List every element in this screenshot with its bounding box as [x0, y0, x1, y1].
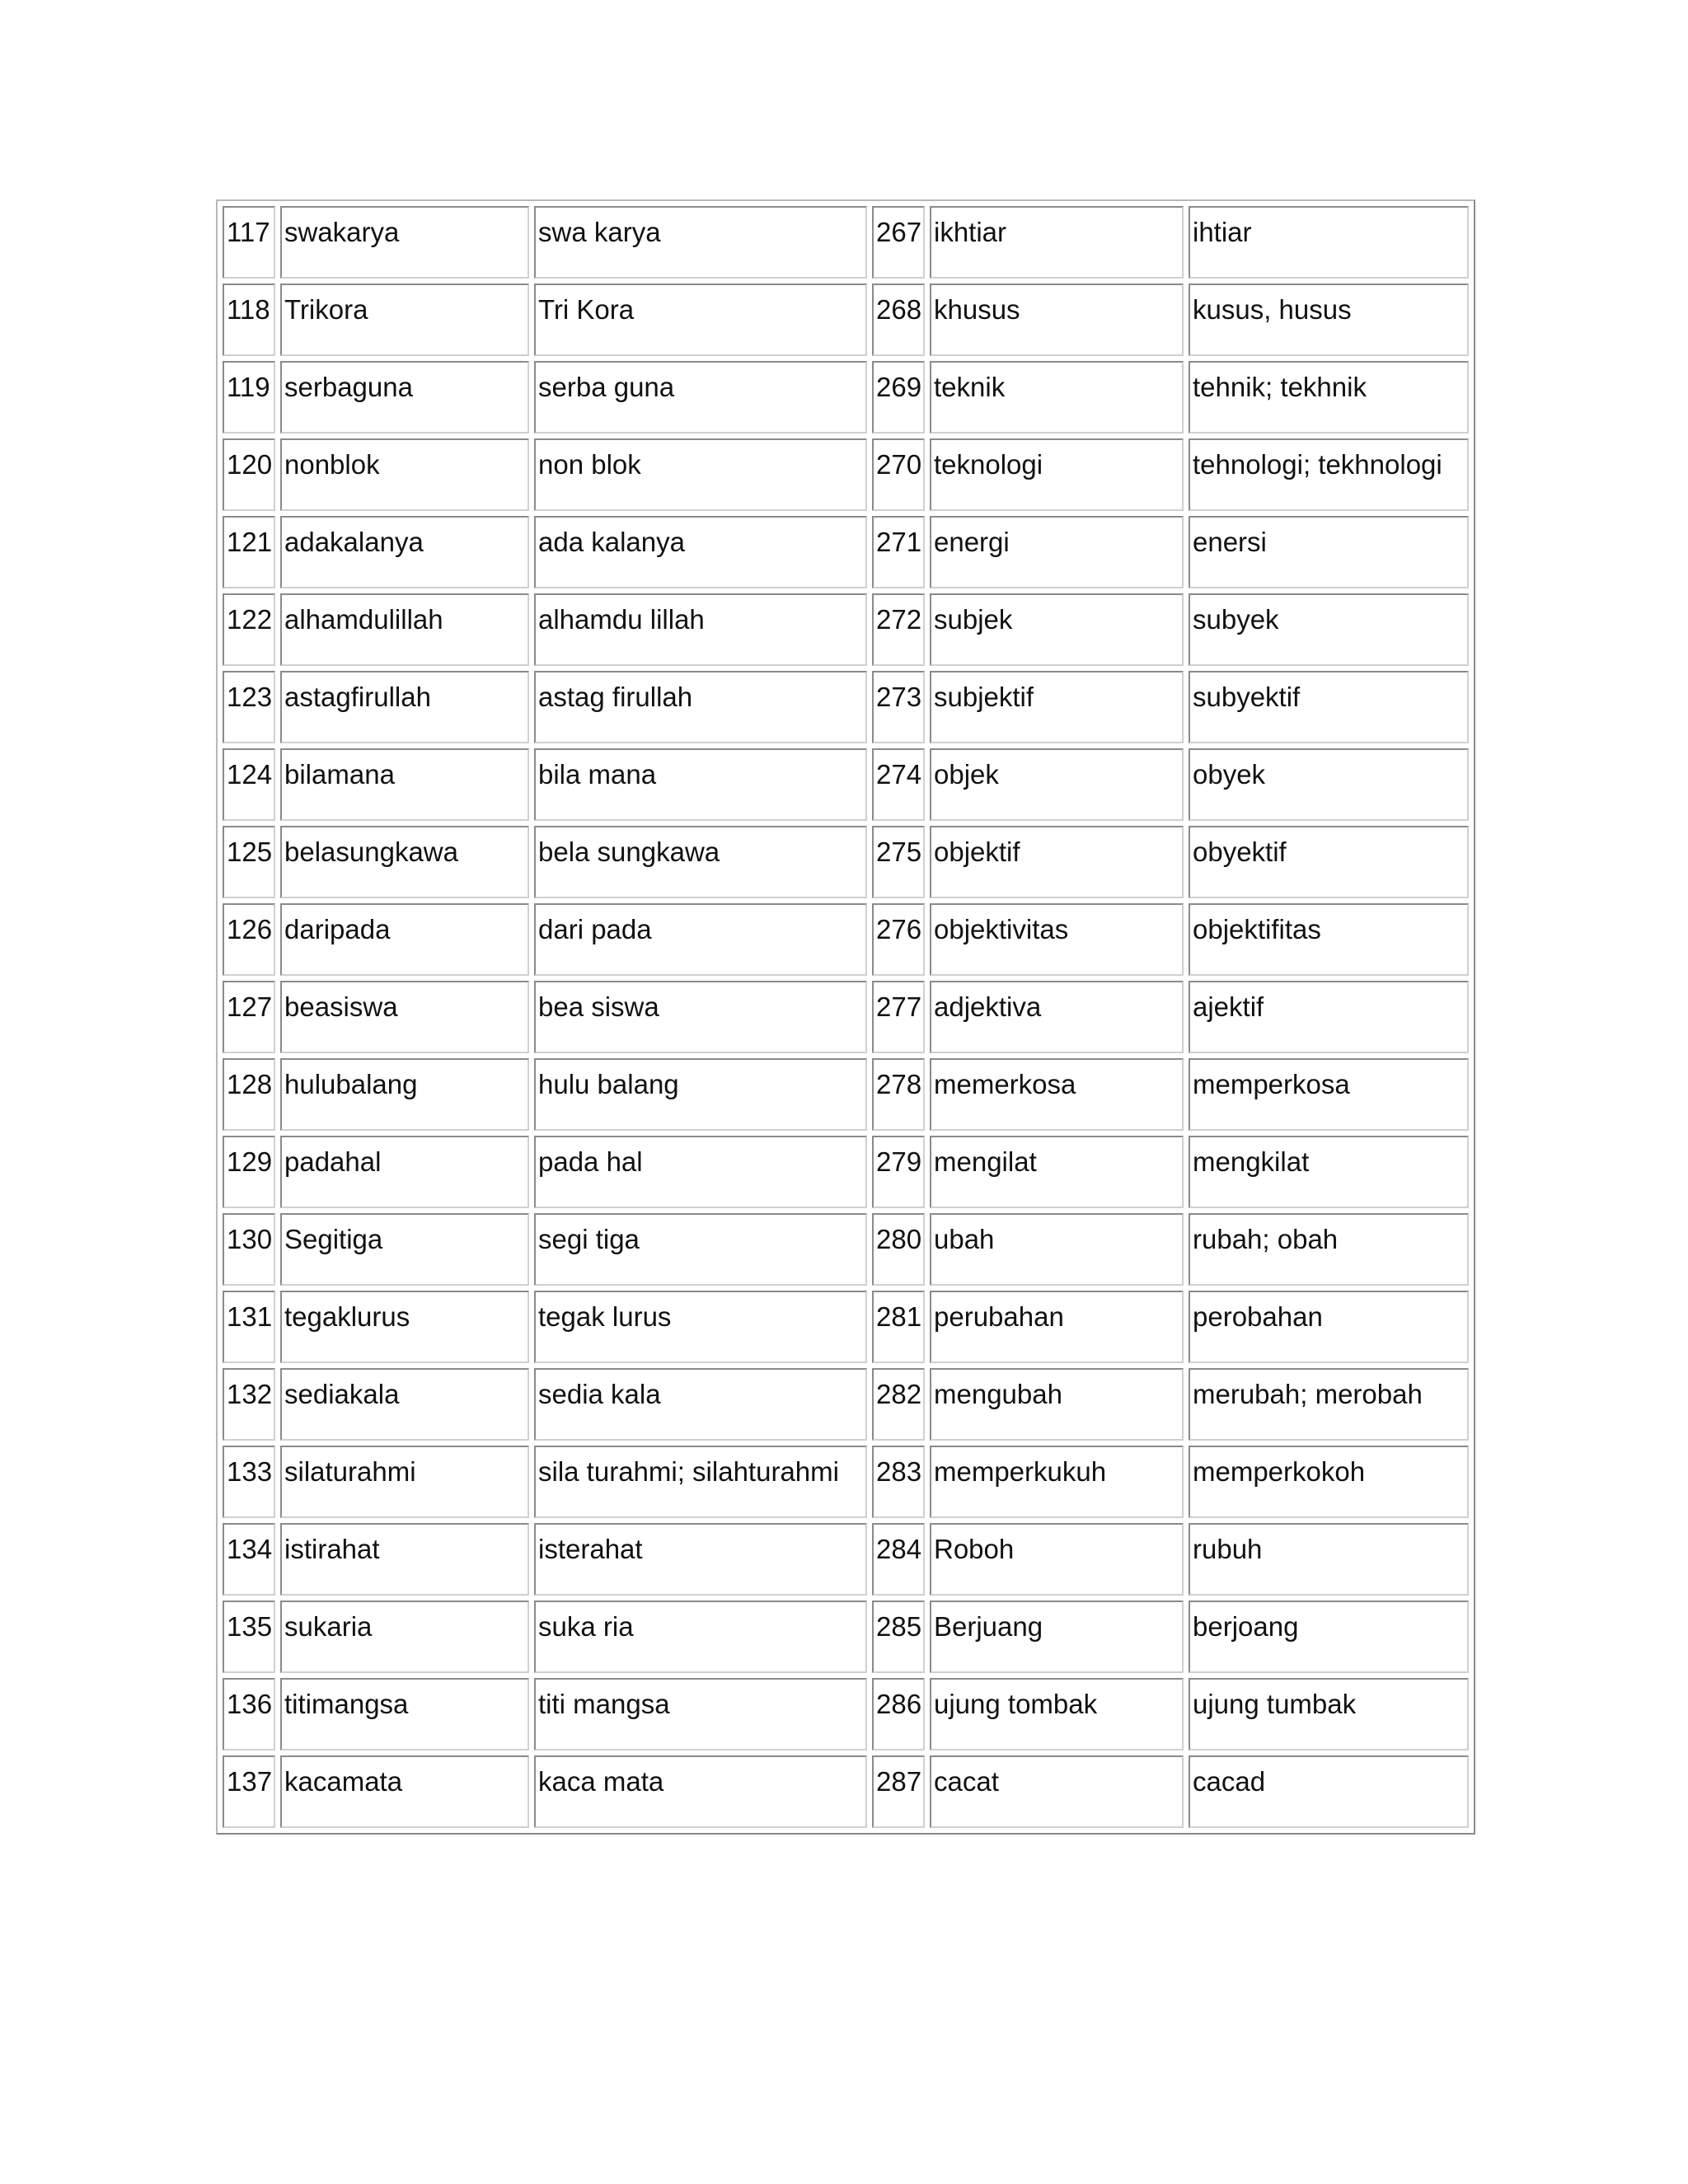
nonstandard-word-cell: berjoang	[1189, 1601, 1469, 1673]
nonstandard-word-cell: bea siswa	[534, 981, 867, 1053]
table-row	[223, 1136, 1469, 1208]
nonstandard-word-cell: merubah; merobah	[1189, 1368, 1469, 1441]
nonstandard-word-cell: isterahat	[534, 1523, 867, 1596]
row-number-cell: 282	[872, 1368, 925, 1441]
standard-word-cell: titimangsa	[280, 1678, 529, 1750]
standard-word-cell: mengubah	[930, 1368, 1184, 1441]
standard-word-cell: teknik	[930, 361, 1184, 434]
standard-word-cell: khusus	[930, 284, 1184, 356]
nonstandard-word-cell: objektifitas	[1189, 903, 1469, 976]
nonstandard-word-cell: tehnik; tekhnik	[1189, 361, 1469, 434]
row-number-cell: 284	[872, 1523, 925, 1596]
row-number-cell: 272	[872, 593, 925, 666]
row-number-cell: 281	[872, 1291, 925, 1363]
standard-word-cell: Roboh	[930, 1523, 1184, 1596]
row-number-cell: 278	[872, 1058, 925, 1131]
row-number-cell: 121	[223, 516, 275, 588]
nonstandard-word-cell: rubah; obah	[1189, 1213, 1469, 1286]
standard-word-cell: memerkosa	[930, 1058, 1184, 1131]
standard-word-cell: kacamata	[280, 1755, 529, 1828]
row-number-cell: 275	[872, 826, 925, 898]
row-number-cell: 270	[872, 438, 925, 511]
standard-word-cell: objektivitas	[930, 903, 1184, 976]
nonstandard-word-cell: pada hal	[534, 1136, 867, 1208]
table-row	[223, 1678, 1469, 1750]
row-number-cell: 134	[223, 1523, 275, 1596]
nonstandard-word-cell: rubuh	[1189, 1523, 1469, 1596]
row-number-cell: 271	[872, 516, 925, 588]
table-row	[223, 1058, 1469, 1131]
standard-word-cell: objektif	[930, 826, 1184, 898]
table-row	[223, 903, 1469, 976]
row-number-cell: 274	[872, 748, 925, 821]
standard-word-cell: swakarya	[280, 206, 529, 279]
standard-word-cell: nonblok	[280, 438, 529, 511]
table-row	[223, 1368, 1469, 1441]
word-spelling-table	[216, 199, 1475, 1835]
table-row	[223, 361, 1469, 434]
nonstandard-word-cell: dari pada	[534, 903, 867, 976]
row-number-cell: 135	[223, 1601, 275, 1673]
standard-word-cell: alhamdulillah	[280, 593, 529, 666]
row-number-cell: 117	[223, 206, 275, 279]
row-number-cell: 268	[872, 284, 925, 356]
standard-word-cell: energi	[930, 516, 1184, 588]
table-row	[223, 1755, 1469, 1828]
row-number-cell: 127	[223, 981, 275, 1053]
table-row	[223, 671, 1469, 743]
standard-word-cell: istirahat	[280, 1523, 529, 1596]
row-number-cell: 286	[872, 1678, 925, 1750]
row-number-cell: 280	[872, 1213, 925, 1286]
row-number-cell: 131	[223, 1291, 275, 1363]
nonstandard-word-cell: mengkilat	[1189, 1136, 1469, 1208]
nonstandard-word-cell: serba guna	[534, 361, 867, 434]
table-row	[223, 1601, 1469, 1673]
nonstandard-word-cell: perobahan	[1189, 1291, 1469, 1363]
standard-word-cell: Segitiga	[280, 1213, 529, 1286]
standard-word-cell: subjektif	[930, 671, 1184, 743]
standard-word-cell: beasiswa	[280, 981, 529, 1053]
standard-word-cell: bilamana	[280, 748, 529, 821]
row-number-cell: 287	[872, 1755, 925, 1828]
nonstandard-word-cell: bila mana	[534, 748, 867, 821]
standard-word-cell: sediakala	[280, 1368, 529, 1441]
nonstandard-word-cell: titi mangsa	[534, 1678, 867, 1750]
standard-word-cell: subjek	[930, 593, 1184, 666]
row-number-cell: 119	[223, 361, 275, 434]
nonstandard-word-cell: ajektif	[1189, 981, 1469, 1053]
standard-word-cell: tegaklurus	[280, 1291, 529, 1363]
nonstandard-word-cell: obyek	[1189, 748, 1469, 821]
standard-word-cell: sukaria	[280, 1601, 529, 1673]
row-number-cell: 125	[223, 826, 275, 898]
standard-word-cell: Trikora	[280, 284, 529, 356]
table-row	[223, 284, 1469, 356]
row-number-cell: 269	[872, 361, 925, 434]
standard-word-cell: adakalanya	[280, 516, 529, 588]
row-number-cell: 136	[223, 1678, 275, 1750]
nonstandard-word-cell: suka ria	[534, 1601, 867, 1673]
row-number-cell: 277	[872, 981, 925, 1053]
nonstandard-word-cell: non blok	[534, 438, 867, 511]
row-number-cell: 133	[223, 1446, 275, 1518]
standard-word-cell: Berjuang	[930, 1601, 1184, 1673]
nonstandard-word-cell: cacad	[1189, 1755, 1469, 1828]
nonstandard-word-cell: tehnologi; tekhnologi	[1189, 438, 1469, 511]
row-number-cell: 123	[223, 671, 275, 743]
standard-word-cell: daripada	[280, 903, 529, 976]
table-row	[223, 981, 1469, 1053]
standard-word-cell: mengilat	[930, 1136, 1184, 1208]
row-number-cell: 120	[223, 438, 275, 511]
table-row	[223, 438, 1469, 511]
table-row	[223, 516, 1469, 588]
row-number-cell: 283	[872, 1446, 925, 1518]
standard-word-cell: objek	[930, 748, 1184, 821]
standard-word-cell: ikhtiar	[930, 206, 1184, 279]
row-number-cell: 273	[872, 671, 925, 743]
table-body	[223, 206, 1469, 1828]
standard-word-cell: cacat	[930, 1755, 1184, 1828]
standard-word-cell: ubah	[930, 1213, 1184, 1286]
nonstandard-word-cell: subyek	[1189, 593, 1469, 666]
nonstandard-word-cell: sedia kala	[534, 1368, 867, 1441]
table-row	[223, 593, 1469, 666]
table-row	[223, 1523, 1469, 1596]
standard-word-cell: silaturahmi	[280, 1446, 529, 1518]
row-number-cell: 276	[872, 903, 925, 976]
row-number-cell: 137	[223, 1755, 275, 1828]
row-number-cell: 122	[223, 593, 275, 666]
nonstandard-word-cell: kusus, husus	[1189, 284, 1469, 356]
nonstandard-word-cell: enersi	[1189, 516, 1469, 588]
row-number-cell: 132	[223, 1368, 275, 1441]
row-number-cell: 128	[223, 1058, 275, 1131]
nonstandard-word-cell: obyektif	[1189, 826, 1469, 898]
nonstandard-word-cell: Tri Kora	[534, 284, 867, 356]
table-row	[223, 1446, 1469, 1518]
nonstandard-word-cell: tegak lurus	[534, 1291, 867, 1363]
row-number-cell: 124	[223, 748, 275, 821]
row-number-cell: 130	[223, 1213, 275, 1286]
row-number-cell: 129	[223, 1136, 275, 1208]
standard-word-cell: memperkukuh	[930, 1446, 1184, 1518]
table-row	[223, 748, 1469, 821]
nonstandard-word-cell: kaca mata	[534, 1755, 867, 1828]
standard-word-cell: adjektiva	[930, 981, 1184, 1053]
row-number-cell: 118	[223, 284, 275, 356]
table-row	[223, 1213, 1469, 1286]
nonstandard-word-cell: sila turahmi; silahturahmi	[534, 1446, 867, 1518]
nonstandard-word-cell: memperkosa	[1189, 1058, 1469, 1131]
nonstandard-word-cell: ihtiar	[1189, 206, 1469, 279]
nonstandard-word-cell: ujung tumbak	[1189, 1678, 1469, 1750]
standard-word-cell: serbaguna	[280, 361, 529, 434]
standard-word-cell: padahal	[280, 1136, 529, 1208]
nonstandard-word-cell: astag firullah	[534, 671, 867, 743]
standard-word-cell: belasungkawa	[280, 826, 529, 898]
standard-word-cell: teknologi	[930, 438, 1184, 511]
row-number-cell: 126	[223, 903, 275, 976]
standard-word-cell: astagfirullah	[280, 671, 529, 743]
standard-word-cell: hulubalang	[280, 1058, 529, 1131]
nonstandard-word-cell: bela sungkawa	[534, 826, 867, 898]
nonstandard-word-cell: segi tiga	[534, 1213, 867, 1286]
row-number-cell: 279	[872, 1136, 925, 1208]
standard-word-cell: ujung tombak	[930, 1678, 1184, 1750]
table-row	[223, 1291, 1469, 1363]
nonstandard-word-cell: swa karya	[534, 206, 867, 279]
nonstandard-word-cell: subyektif	[1189, 671, 1469, 743]
standard-word-cell: perubahan	[930, 1291, 1184, 1363]
row-number-cell: 285	[872, 1601, 925, 1673]
row-number-cell: 267	[872, 206, 925, 279]
nonstandard-word-cell: memperkokoh	[1189, 1446, 1469, 1518]
nonstandard-word-cell: hulu balang	[534, 1058, 867, 1131]
table-row	[223, 206, 1469, 279]
table-row	[223, 826, 1469, 898]
nonstandard-word-cell: ada kalanya	[534, 516, 867, 588]
nonstandard-word-cell: alhamdu lillah	[534, 593, 867, 666]
